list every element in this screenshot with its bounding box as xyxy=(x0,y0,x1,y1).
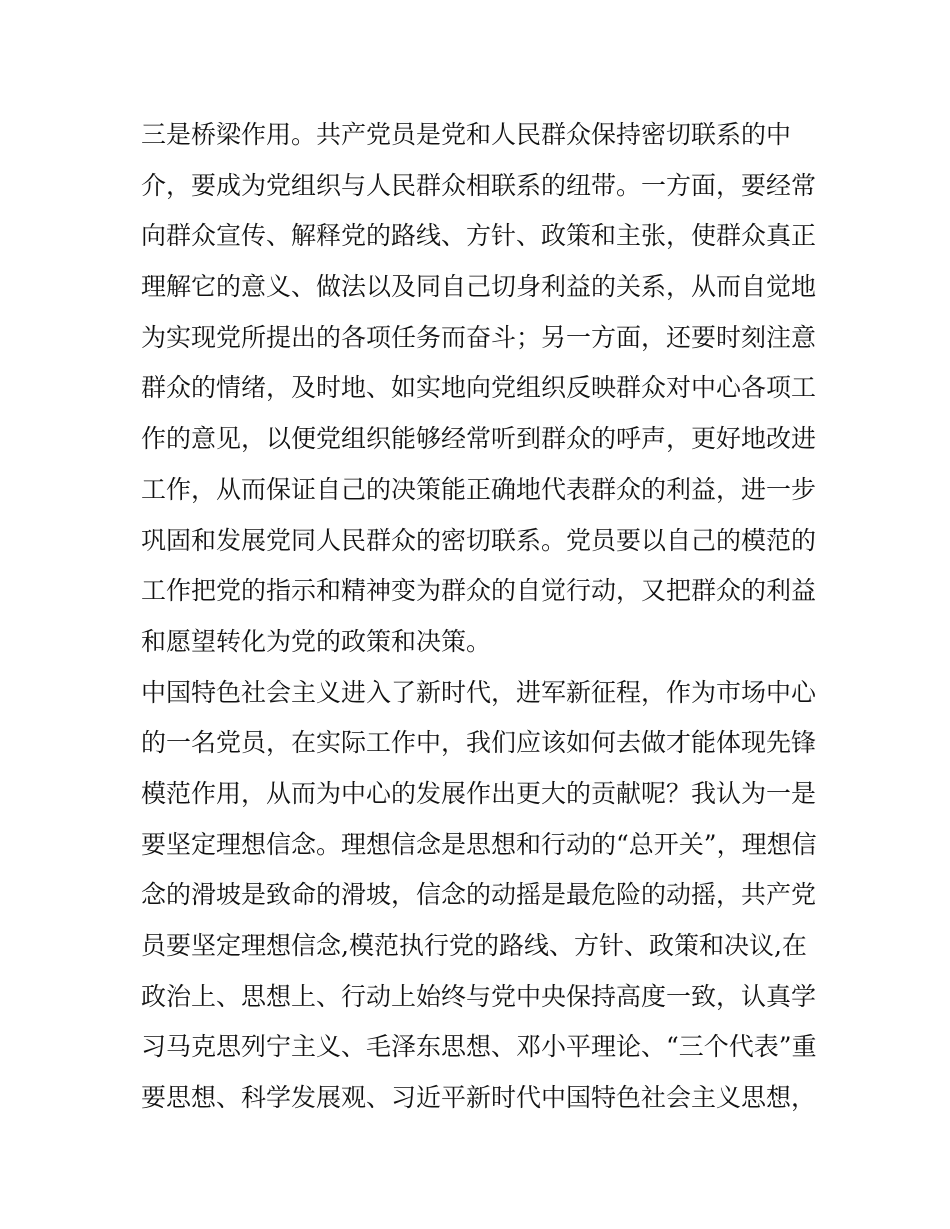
paragraph-new-era xyxy=(141,668,821,1124)
text-line: 三是桥梁作用。共产党员是党和人民群众保持密切联系的中 xyxy=(141,120,792,149)
text-line: 要坚定理想信念。理想信念是思想和行动的“总开关”，理想信 xyxy=(141,829,817,859)
text-line: 政治上、思想上、行动上始终与党中央保持高度一致，认真学 xyxy=(141,981,817,1011)
text-line: 理解它的意义、做法以及同自己切身利益的关系，从而自觉地 xyxy=(141,272,817,302)
text-line: 巩固和发展党同人民群众的密切联系。党员要以自己的模范的 xyxy=(141,525,817,555)
text-line: 要思想、科学发展观、习近平新时代中国特色社会主义思想， xyxy=(141,1083,817,1113)
document-body xyxy=(141,110,821,1124)
text-line: 的一名党员，在实际工作中，我们应该如何去做才能体现先锋 xyxy=(141,728,817,758)
text-line: 习马克思列宁主义、毛泽东思想、邓小平理论、“三个代表”重 xyxy=(141,1032,817,1062)
text-line: 工作把党的指示和精神变为群众的自觉行动，又把群众的利益 xyxy=(141,576,817,606)
text-line: 为实现党所提出的各项任务而奋斗；另一方面，还要时刻注意 xyxy=(141,322,817,352)
text-line: 和愿望转化为党的政策和决策。 xyxy=(141,626,492,656)
text-line: 作的意见，以便党组织能够经常听到群众的呼声，更好地改进 xyxy=(141,424,817,454)
text-line: 模范作用，从而为中心的发展作出更大的贡献呢？我认为一是 xyxy=(141,778,817,808)
text-line: 中国特色社会主义进入了新时代，进军新征程，作为市场中心 xyxy=(141,677,817,707)
text-line: 工作，从而保证自己的决策能正确地代表群众的利益，进一步 xyxy=(141,474,817,504)
text-line: 向群众宣传、解释党的路线、方针、政策和主张，使群众真正 xyxy=(141,221,817,251)
paragraph-bridge-role xyxy=(141,110,821,668)
text-line: 念的滑坡是致命的滑坡，信念的动摇是最危险的动摇，共产党 xyxy=(141,880,817,910)
text-line: 员要坚定理想信念,模范执行党的路线、方针、政策和决议,在 xyxy=(141,931,807,960)
text-line: 介，要成为党组织与人民群众相联系的纽带。一方面，要经常 xyxy=(141,170,817,200)
text-line: 群众的情绪，及时地、如实地向党组织反映群众对中心各项工 xyxy=(141,373,817,403)
